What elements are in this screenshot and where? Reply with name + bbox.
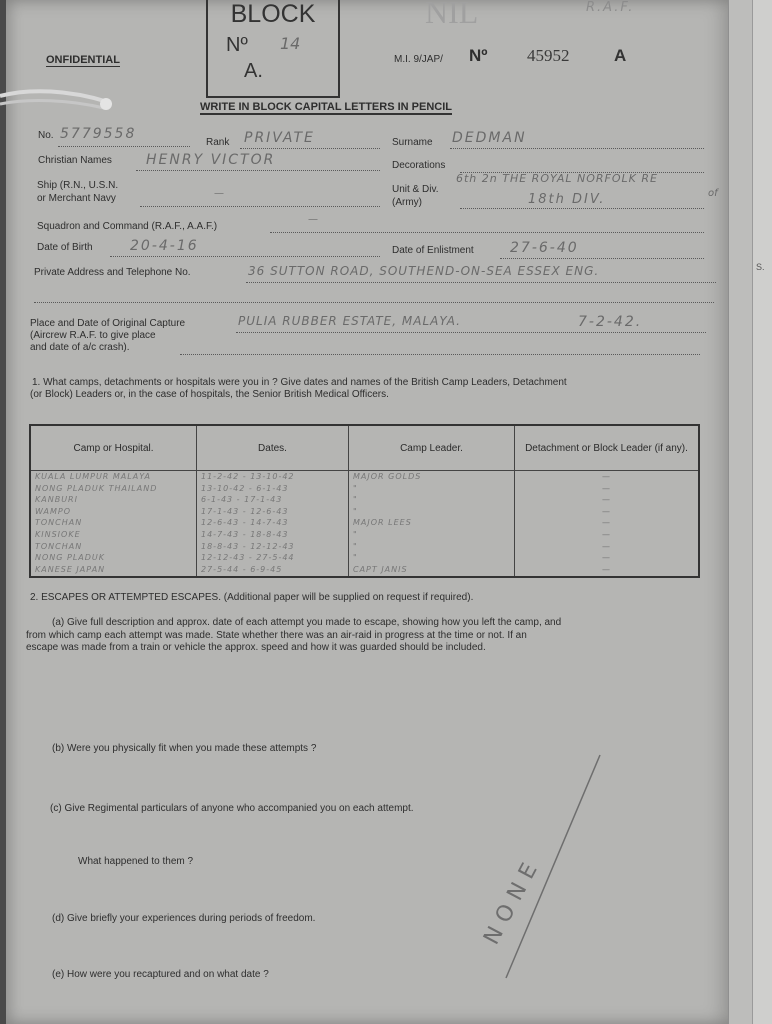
camp-cell: KANESE JAPAN (30, 564, 197, 577)
table-row (30, 483, 699, 495)
camp-leader-cell: MAJOR LEES (349, 518, 515, 530)
dates-cell: 12-12-43 - 27-5-44 (197, 552, 349, 564)
surname-label: Surname (392, 137, 433, 148)
header-camp: Camp or Hospital. (30, 425, 197, 471)
camp-leader-cell: " (349, 552, 515, 564)
table-row (30, 518, 699, 530)
dates-cell: 17-1-43 - 12-6-43 (197, 506, 349, 518)
ship-label-2: or Merchant Navy (37, 193, 116, 204)
capture-label-3: and date of a/c crash). (30, 342, 130, 353)
camp-leader-cell: " (349, 506, 515, 518)
stamp-block: BLOCK (230, 0, 316, 28)
serial-number: 45952 (527, 46, 570, 65)
camp-leader-cell: " (349, 494, 515, 506)
squadron-label: Squadron and Command (R.A.F., A.A.F.) (37, 221, 218, 232)
surname-value: DEDMAN (452, 130, 527, 146)
stamp-letter: A. (244, 60, 263, 82)
unit-value-1: 6th 2n THE ROYAL NORFOLK RE (456, 172, 658, 185)
christian-names-label: Christian Names (38, 155, 112, 166)
q2e: (e) How were you recaptured and on what date ? (52, 969, 269, 980)
squadron-value: — (308, 214, 320, 225)
q2d: (d) Give briefly your experiences during periods of freedom. (52, 913, 316, 924)
capture-date: 7-2-42. (578, 314, 643, 330)
header-detachment-leader: Detachment or Block Leader (if any). (515, 425, 700, 471)
camp-leader-cell: MAJOR GOLDS (349, 471, 515, 483)
dates-cell: 6-1-43 - 17-1-43 (197, 494, 349, 506)
unit-value-3: of (708, 188, 718, 199)
table-row (30, 541, 699, 553)
table-header-row (30, 425, 699, 471)
block-stamp (206, 0, 340, 98)
unit-label-1: Unit & Div. (392, 184, 439, 195)
dates-cell: 27-5-44 - 6-9-45 (197, 564, 349, 577)
service-no-value: 5779558 (60, 126, 137, 142)
table-row (30, 471, 699, 483)
string-tie (0, 78, 120, 118)
q2a-line-1: (a) Give full description and approx. date of each attempt you made to escape, showing how you left the camp, and (52, 617, 562, 628)
header-camp-leader: Camp Leader. (349, 425, 515, 471)
none-annotation (470, 750, 610, 990)
block-leader-cell: — (515, 529, 700, 541)
camp-leader-cell: " (349, 541, 515, 553)
camp-cell: TONCHAN (30, 541, 197, 553)
none-text: NONE (479, 852, 547, 949)
block-leader-cell: — (515, 506, 700, 518)
instruction: WRITE IN BLOCK CAPITAL LETTERS IN PENCIL (200, 101, 452, 113)
address-label: Private Address and Telephone No. (34, 267, 191, 278)
nil-mark: NIL (425, 0, 479, 30)
page-edge (728, 0, 755, 1024)
block-leader-cell: — (515, 483, 700, 495)
camp-cell: NONG PLADUK (30, 552, 197, 564)
edge-text: S. (756, 262, 765, 272)
header-dates: Dates. (197, 425, 349, 471)
camps-table (29, 424, 700, 578)
q2b: (b) Were you physically fit when you made these attempts ? (52, 743, 317, 754)
dates-cell: 13-10-42 - 6-1-43 (197, 483, 349, 495)
q2c-followup: What happened to them ? (78, 856, 194, 867)
table-row (30, 552, 699, 564)
q2c: (c) Give Regimental particulars of anyone who accompanied you on each attempt. (50, 803, 414, 814)
table-row (30, 529, 699, 541)
service-no-label: No. (38, 130, 54, 141)
christian-names-value: HENRY VICTOR (146, 152, 276, 168)
rank-value: PRIVATE (244, 130, 315, 146)
block-leader-cell: — (515, 552, 700, 564)
capture-label-1: Place and Date of Original Capture (30, 318, 186, 329)
enlistment-value: 27-6-40 (510, 240, 579, 256)
page-edge-outer (752, 0, 772, 1024)
dates-cell: 12-6-43 - 14-7-43 (197, 518, 349, 530)
camp-cell: WAMPO (30, 506, 197, 518)
dob-value: 20-4-16 (130, 238, 199, 254)
table-row (30, 564, 699, 577)
ship-label-1: Ship (R.N., U.S.N. (37, 180, 119, 191)
camp-cell: TONCHAN (30, 518, 197, 530)
decorations-label: Decorations (392, 160, 446, 171)
rank-label: Rank (206, 137, 230, 148)
q2-title: 2. ESCAPES OR ATTEMPTED ESCAPES. (Additional paper will be supplied on request if required). (30, 592, 474, 603)
block-leader-cell: — (515, 541, 700, 553)
dates-cell: 11-2-42 - 13-10-42 (197, 471, 349, 483)
q1-line-1: 1. What camps, detachments or hospitals were you in ? Give dates and names of the British Camp Leaders, Detachment (32, 377, 567, 388)
raf-mark: R.A.F. (586, 0, 635, 15)
stamp-block-number: 14 (280, 34, 301, 53)
camp-leader-cell: CAPT JANIS (349, 564, 515, 577)
block-leader-cell: — (515, 494, 700, 506)
camp-cell: NONG PLADUK THAILAND (30, 483, 197, 495)
camp-cell: KANBURI (30, 494, 197, 506)
mi-reference: M.I. 9/JAP/ (394, 54, 443, 65)
capture-place: PULIA RUBBER ESTATE, MALAYA. (238, 314, 461, 328)
block-leader-cell: — (515, 564, 700, 577)
block-leader-cell: — (515, 518, 700, 530)
block-leader-cell: — (515, 471, 700, 483)
q2a-line-2: from which camp each attempt was made. State whether there was an air-raid in progress at the time or not. If an (26, 630, 527, 641)
camp-cell: KINSIOKE (30, 529, 197, 541)
camp-leader-cell: " (349, 483, 515, 495)
table-row (30, 506, 699, 518)
enlistment-label: Date of Enlistment (392, 245, 474, 256)
q2a-line-3: escape was made from a train or vehicle the approx. speed and how it was guarded should be included. (26, 642, 486, 653)
camp-cell: KUALA LUMPUR MALAYA (30, 471, 197, 483)
serial-no-label: Nº (469, 46, 488, 65)
camp-leader-cell: " (349, 529, 515, 541)
dates-cell: 18-8-43 - 12-12-43 (197, 541, 349, 553)
unit-value-2: 18th DIV. (528, 192, 606, 207)
address-value: 36 SUTTON ROAD, SOUTHEND-ON-SEA ESSEX ENG. (248, 264, 600, 278)
dob-label: Date of Birth (37, 242, 93, 253)
ship-value: — (214, 188, 226, 199)
table-row (30, 494, 699, 506)
unit-label-2: (Army) (392, 197, 422, 208)
q1-line-2: (or Block) Leaders or, in the case of hospitals, the Senior British Medical Officers. (30, 389, 389, 400)
series-letter: A (614, 46, 627, 65)
dates-cell: 14-7-43 - 18-8-43 (197, 529, 349, 541)
stamp-no: Nº (226, 34, 248, 56)
confidential-label: ONFIDENTIAL (46, 54, 120, 66)
capture-label-2: (Aircrew R.A.F. to give place (30, 330, 156, 341)
